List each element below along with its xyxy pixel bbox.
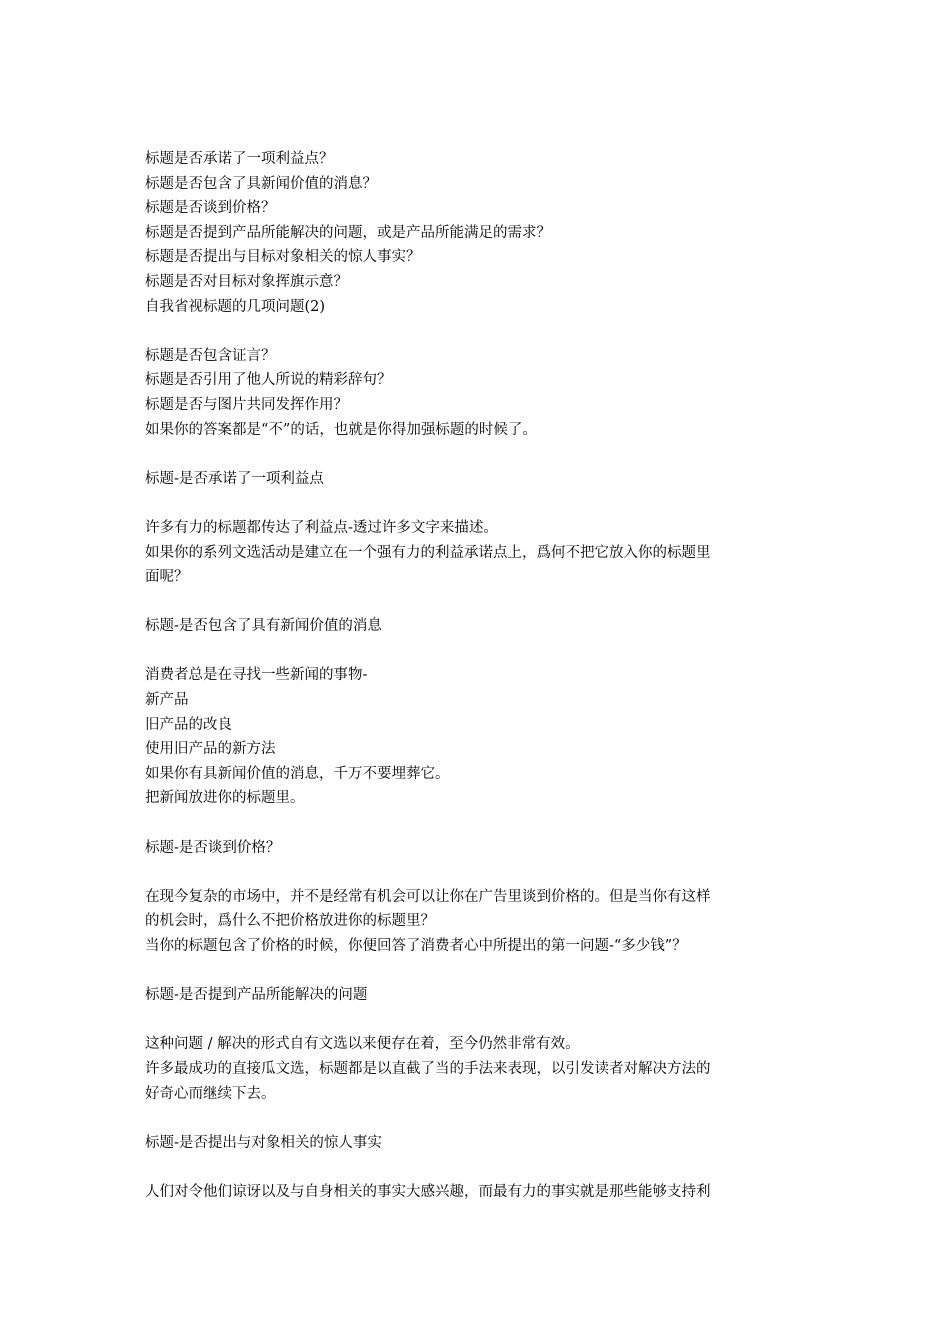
- blank-line: [145, 959, 810, 984]
- text-line: 好奇心而继续下去。: [145, 1085, 276, 1102]
- text-line: 标题是否承诺了一项利益点？: [145, 151, 334, 167]
- blank-line: [145, 1008, 810, 1033]
- text-line: 标题是否包含了具新闻价值的消息？: [145, 175, 377, 192]
- text-line: 标题是否提出与目标对象相关的惊人事实？: [145, 249, 421, 266]
- text-line: 许多最成功的直接瓜文选，标题都是以直截了当的手法来表现，以引发读者对解决方法的: [145, 1060, 711, 1077]
- blank-line: [145, 491, 810, 516]
- text-line: 标题是否引用了他人所说的精彩辞句？: [145, 372, 392, 389]
- text-line: 这种问题 / 解决的形式自有文选以来便存在着，至今仍然非常有效。: [145, 1036, 580, 1053]
- text-line: 面呢？: [145, 569, 189, 586]
- text-line: 许多有力的标题都传达了利益点-透过许多文字来描述。: [145, 519, 498, 536]
- text-line: 把新闻放进你的标题里。: [145, 790, 305, 807]
- blank-line: [145, 1155, 810, 1180]
- text-line: 新产品: [145, 692, 189, 709]
- text-line: 标题是否对目标对象挥旗示意？: [145, 273, 348, 290]
- text-line: 自我省视标题的几项问题(2): [145, 298, 326, 315]
- text-line: 标题-是否承诺了一项利益点: [145, 470, 324, 487]
- text-line: 标题是否谈到价格？: [145, 200, 276, 217]
- blank-line: [145, 319, 810, 344]
- text-line: 如果你的系列文选活动是建立在一个强有力的利益承诺点上，爲何不把它放入你的标题里: [145, 544, 711, 561]
- blank-line: [145, 1106, 810, 1131]
- text-line: 使用旧产品的新方法: [145, 741, 276, 758]
- text-line: 的机会时，爲什么不把价格放进你的标题里？: [145, 913, 435, 930]
- blank-line: [145, 860, 810, 885]
- blank-line: [145, 811, 810, 836]
- text-line: 如果你有具新闻价值的消息，千万不要埋葬它。: [145, 765, 450, 782]
- text-line: 标题是否与图片共同发挥作用？: [145, 396, 348, 413]
- blank-line: [145, 442, 810, 467]
- text-line: 当你的标题包含了价格的时候，你便回答了消费者心中所提出的第一问题-“多少钱”？: [145, 938, 687, 954]
- text-line: 旧产品的改良: [145, 716, 232, 733]
- text-line: 标题是否提到产品所能解决的问题，或是产品所能满足的需求？: [145, 224, 551, 241]
- blank-line: [145, 639, 810, 664]
- text-line: 如果你的答案都是“不”的话，也就是你得加强标题的时候了。: [145, 421, 537, 438]
- text-line: 在现今复杂的市场中，并不是经常有机会可以让你在广告里谈到价格的。但是当你有这样: [145, 888, 711, 905]
- document-body: [145, 147, 810, 1205]
- blank-line: [145, 590, 810, 615]
- text-line: 人们对令他们谅讶以及与自身相关的事实大感兴趣，而最有力的事实就是那些能够支持利: [145, 1183, 711, 1200]
- text-line: 标题-是否谈到价格？: [145, 839, 281, 856]
- text-line: 消费者总是在寻找一些新闻的事物-: [145, 667, 368, 684]
- text-line: 标题-是否提到产品所能解决的问题: [145, 987, 368, 1004]
- text-line: 标题是否包含证言？: [145, 347, 276, 364]
- text-line: 标题-是否包含了具有新闻价值的消息: [145, 618, 382, 635]
- text-line: 标题-是否提出与对象相关的惊人事实: [145, 1134, 382, 1151]
